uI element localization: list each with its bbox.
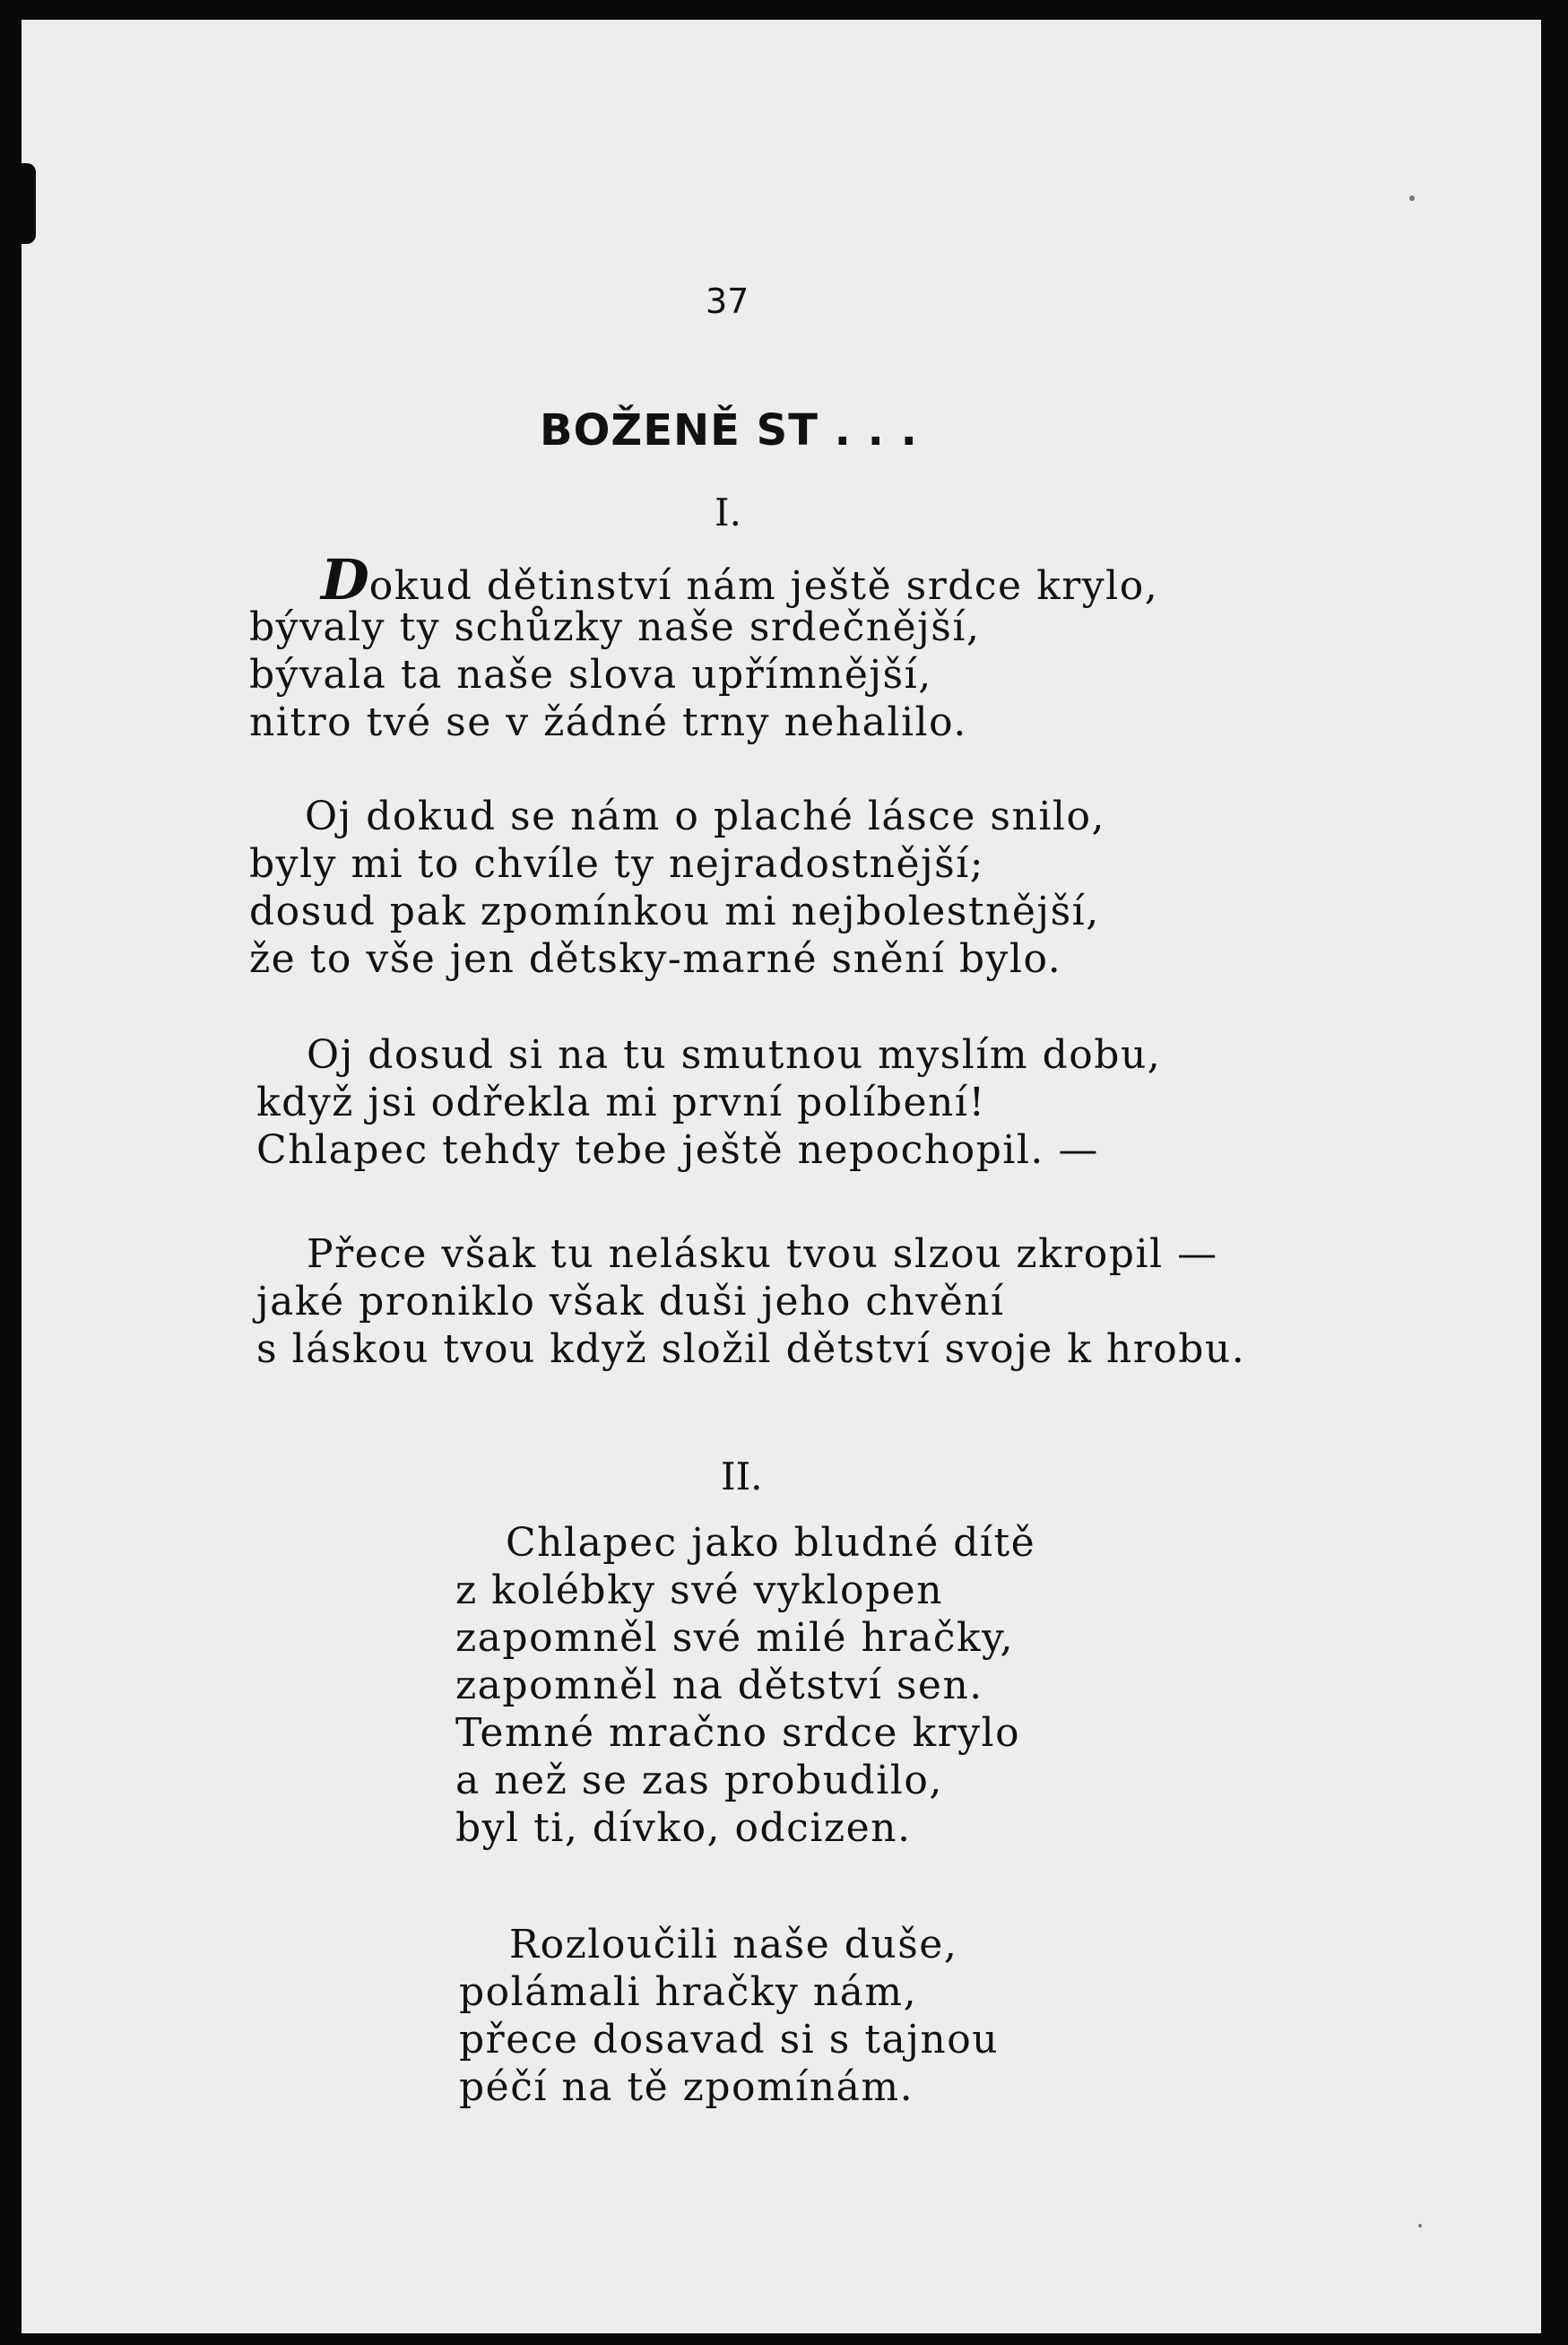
stanza-1-2 (249, 793, 1105, 983)
poem-line: jaké proniklo však duši jeho chvění (256, 1279, 1005, 1324)
paper-speck (1409, 195, 1415, 201)
poem-title: BOŽENĚ ST . . . (540, 405, 918, 456)
binding-notch (22, 163, 36, 244)
section-numeral-2: II. (721, 1455, 763, 1498)
book-page (22, 20, 1541, 2333)
page-number: 37 (706, 282, 749, 321)
poem-line: Oj dokud se nám o plaché lásce snilo, (305, 794, 1105, 839)
stanza-1-3 (256, 1031, 1162, 1174)
poem-line: Chlapec tehdy tebe ještě nepochopil. — (256, 1127, 1099, 1173)
poem-line: zapomněl své milé hračky, (455, 1615, 1014, 1661)
poem-line: že to vše jen dětsky-marné snění bylo. (249, 936, 1062, 982)
poem-line: nitro tvé se v žádné trny nehalilo. (249, 699, 967, 745)
poem-line: byl ti, dívko, odcizen. (455, 1805, 912, 1851)
stanza-2-1 (455, 1519, 1036, 1852)
first-line-text: okud dětinství nám ještě srdce krylo, (368, 563, 1159, 609)
poem-line: bývaly ty schůzky naše srdečnější, (249, 604, 981, 650)
poem-line: Temné mračno srdce krylo (455, 1710, 1021, 1756)
poem-line: z kolébky své vyklopen (455, 1568, 944, 1613)
poem-line: s láskou tvou když složil dětství svoje k hrobu. (256, 1326, 1246, 1372)
section-numeral-1: I. (715, 491, 741, 534)
poem-line: Rozloučili naše duše, (509, 1922, 958, 1967)
poem-line: Oj dosud si na tu smutnou myslím dobu, (307, 1032, 1162, 1078)
poem-line: polámali hračky nám, (459, 1969, 918, 2015)
poem-line: péčí na tě zpomínám. (459, 2064, 914, 2110)
poem-line: byly mi to chvíle ty nejradostnější; (249, 841, 985, 887)
stanza-1-1 (249, 547, 1159, 746)
poem-line (321, 547, 1159, 612)
drop-cap: D (321, 547, 369, 612)
poem-line: Chlapec jako bludné dítě (506, 1520, 1036, 1566)
paper-speck (1418, 2224, 1422, 2228)
poem-line: bývala ta naše slova upřímnější, (249, 652, 932, 698)
poem-line: zapomněl na dětství sen. (455, 1663, 983, 1708)
poem-line: přece dosavad si s tajnou (459, 2017, 1000, 2063)
poem-line: když jsi odřekla mi první políbení! (256, 1080, 986, 1125)
poem-line: dosud pak zpomínkou mi nejbolestnější, (249, 889, 1100, 934)
stanza-2-2 (459, 1921, 999, 2111)
poem-line: a než se zas probudilo, (455, 1758, 943, 1803)
poem-line: Přece však tu nelásku tvou slzou zkropil — (307, 1231, 1218, 1277)
stanza-1-4 (256, 1230, 1245, 1373)
